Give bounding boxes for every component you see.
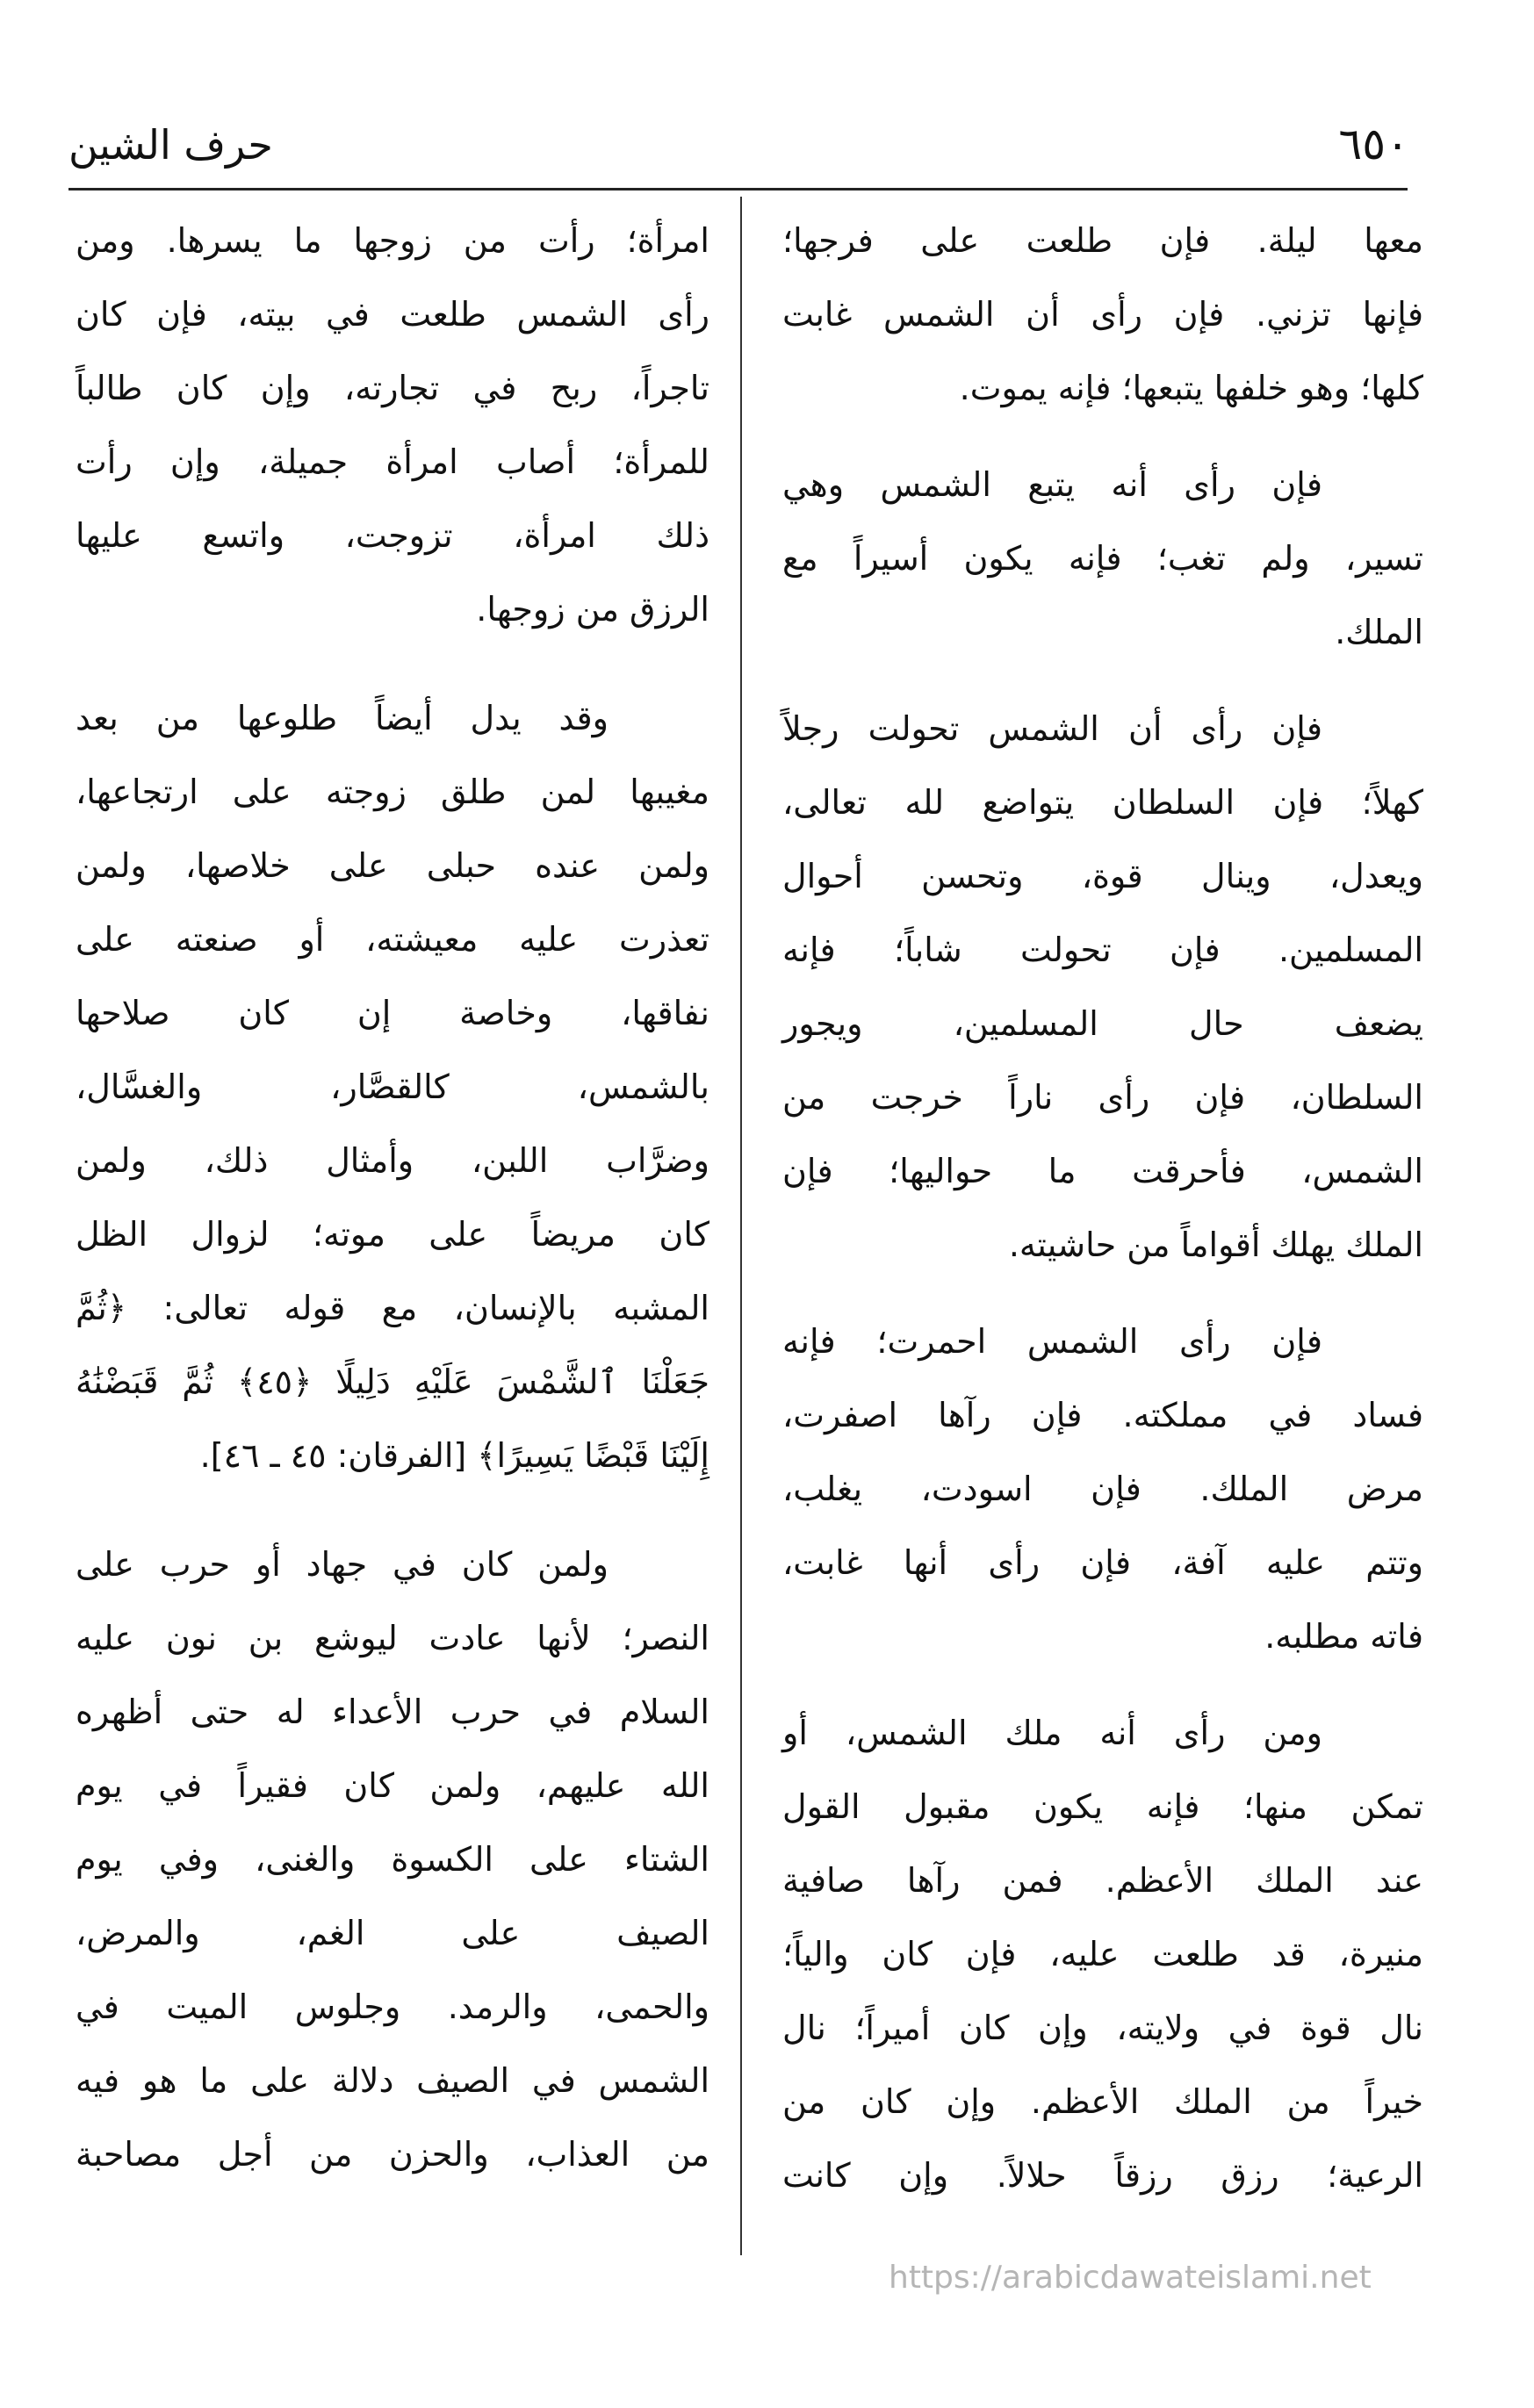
text-line: ولمن عنده حبلى على خلاصها، ولمن bbox=[76, 846, 709, 885]
text-line: نفاقها، وخاصة إن كان صلاحها bbox=[76, 994, 709, 1032]
text-line: مرض الملك. فإن اسودت، يغلب، bbox=[782, 1470, 1423, 1508]
text-line: كان مريضاً على موته؛ لزوال الظل bbox=[76, 1215, 709, 1254]
text-line: للمرأة؛ أصاب امرأة جميلة، وإن رأت bbox=[76, 442, 709, 481]
text-line: فإنها تزني. فإن رأى أن الشمس غابت bbox=[782, 295, 1423, 334]
page-number: ٦٥٠ bbox=[1338, 119, 1409, 169]
text-line: منيرة، قد طلعت عليه، فإن كان والياً؛ bbox=[782, 1935, 1423, 1973]
column-divider bbox=[740, 197, 742, 2255]
text-line: تاجراً، ربح في تجارته، وإن كان طالباً bbox=[76, 369, 709, 407]
text-line: الرعية؛ رزق رزقاً حلالاً. وإن كانت bbox=[782, 2156, 1423, 2195]
text-line: ويعدل، وينال قوة، وتحسن أحوال bbox=[782, 857, 1423, 895]
text-line: الصيف على الغم، والمرض، bbox=[76, 1914, 709, 1952]
right-column bbox=[782, 204, 1423, 2212]
paragraph bbox=[76, 204, 709, 646]
text-line: بالشمس، كالقصَّار، والغسَّال، bbox=[76, 1067, 709, 1106]
text-line: الشمس في الصيف دلالة على ما هو فيه bbox=[76, 2061, 709, 2100]
text-line: الملك يهلك أقواماً من حاشيته. bbox=[1008, 1226, 1423, 1264]
paragraph bbox=[782, 1696, 1423, 2212]
left-column bbox=[76, 204, 709, 2191]
text-line: إِلَيْنَا قَبْضًا يَسِيرًا﴾ [الفرقان: ٤٥ ـ ٤٦]. bbox=[199, 1436, 709, 1475]
text-line: مغيبها لمن طلق زوجته على ارتجاعها، bbox=[76, 773, 709, 811]
paragraph bbox=[782, 692, 1423, 1282]
text-line: فإن رأى الشمس احمرت؛ فإنه bbox=[782, 1322, 1322, 1361]
text-line: فاته مطلبه. bbox=[1264, 1617, 1423, 1656]
running-header-title: حرف الشين bbox=[68, 121, 273, 169]
text-line: ولمن كان في جهاد أو حرب على bbox=[76, 1545, 609, 1584]
text-line: تعذرت عليه معيشته، أو صنعته على bbox=[76, 920, 709, 959]
watermark-url: https://arabicdawateislami.net bbox=[889, 2260, 1372, 2296]
text-line: المسلمين. فإن تحولت شاباً؛ فإنه bbox=[782, 931, 1423, 969]
text-line: المشبه بالإنسان، مع قوله تعالى: ﴿ثُمَّ bbox=[76, 1289, 709, 1327]
text-line: تسير، ولم تغب؛ فإنه يكون أسيراً مع bbox=[782, 539, 1423, 578]
text-line: من العذاب، والحزن من أجل مصاحبة bbox=[76, 2135, 709, 2174]
paragraph bbox=[782, 204, 1423, 425]
text-line: وقد يدل أيضاً طلوعها من بعد bbox=[76, 699, 609, 737]
header-rule bbox=[68, 188, 1408, 190]
text-line: خيراً من الملك الأعظم. وإن كان من bbox=[782, 2082, 1423, 2121]
text-line: الملك. bbox=[1335, 613, 1423, 651]
text-line: فإن رأى أن الشمس تحولت رجلاً bbox=[782, 709, 1322, 748]
text-line: السلام في حرب الأعداء له حتى أظهره bbox=[76, 1693, 709, 1731]
text-line: ذلك امرأة، تزوجت، واتسع عليها bbox=[76, 516, 709, 555]
text-line: كهلاً؛ فإن السلطان يتواضع لله تعالى، bbox=[782, 783, 1423, 822]
paragraph bbox=[76, 681, 709, 1492]
text-line: كلها؛ وهو خلفها يتبعها؛ فإنه يموت. bbox=[959, 369, 1423, 407]
text-line: الشتاء على الكسوة والغنى، وفي يوم bbox=[76, 1840, 709, 1879]
text-line: وضرَّاب اللبن، وأمثال ذلك، ولمن bbox=[76, 1141, 709, 1180]
text-line: معها ليلة. فإن طلعت على فرجها؛ bbox=[782, 221, 1423, 260]
text-line: جَعَلْنَا ٱلشَّمْسَ عَلَيْهِ دَلِيلًا ﴿٤٥﴾ ثُمَّ قَبَضْنَٰهُ bbox=[76, 1362, 710, 1401]
paragraph bbox=[76, 1527, 709, 2191]
text-line: وتتم عليه آفة، فإن رأى أنها غابت، bbox=[782, 1543, 1423, 1582]
text-line: عند الملك الأعظم. فمن رآها صافية bbox=[782, 1861, 1423, 1900]
text-line: الله عليهم، ولمن كان فقيراً في يوم bbox=[76, 1766, 709, 1805]
text-line: تمكن منها؛ فإنه يكون مقبول القول bbox=[782, 1787, 1423, 1826]
paragraph bbox=[782, 448, 1423, 669]
text-line: امرأة؛ رأت من زوجها ما يسرها. ومن bbox=[76, 221, 709, 260]
text-line: فساد في مملكته. فإن رآها اصفرت، bbox=[782, 1396, 1423, 1434]
text-line: الشمس، فأحرقت ما حواليها؛ فإن bbox=[782, 1152, 1423, 1190]
text-line: فإن رأى أنه يتبع الشمس وهي bbox=[782, 465, 1322, 504]
text-line: رأى الشمس طلعت في بيته، فإن كان bbox=[76, 295, 709, 334]
text-line: النصر؛ لأنها عادت ليوشع بن نون عليه bbox=[76, 1619, 709, 1657]
text-line: يضعف حال المسلمين، ويجور bbox=[782, 1004, 1423, 1043]
text-line: ومن رأى أنه ملك الشمس، أو bbox=[782, 1714, 1322, 1752]
text-line: السلطان، فإن رأى ناراً خرجت من bbox=[782, 1078, 1423, 1117]
text-line: نال قوة في ولايته، وإن كان أميراً؛ نال bbox=[782, 2009, 1423, 2047]
text-line: والحمى، والرمد. وجلوس الميت في bbox=[76, 1987, 709, 2026]
text-line: الرزق من زوجها. bbox=[476, 590, 709, 629]
paragraph bbox=[782, 1305, 1423, 1673]
